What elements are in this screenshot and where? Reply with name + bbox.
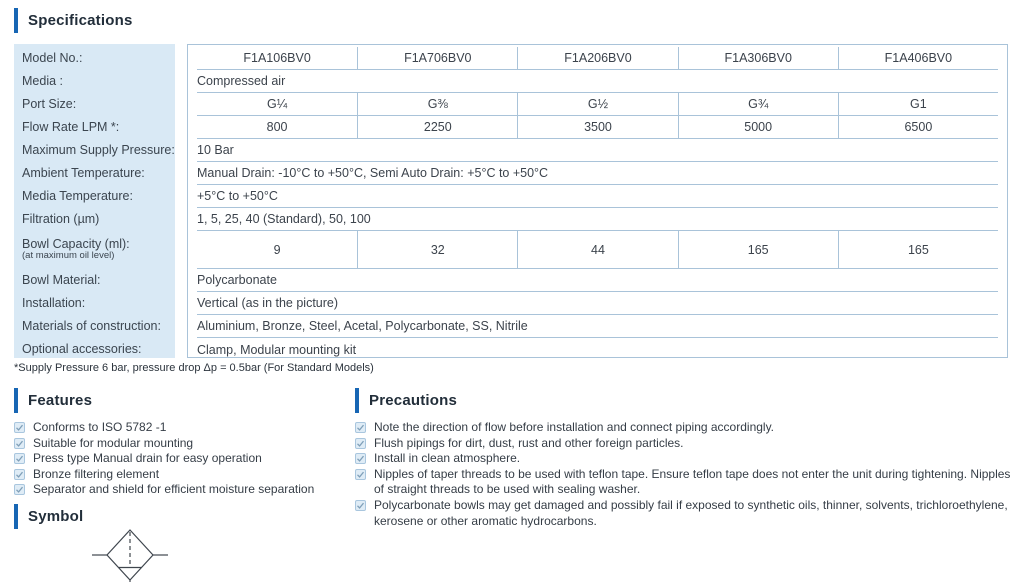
spec-row-max-supply-pressure: 10 Bar (197, 139, 998, 162)
spec-cell: 6500 (838, 116, 998, 138)
spec-cell: G⅜ (357, 93, 517, 115)
table-footnote: *Supply Pressure 6 bar, pressure drop Δp = 0.5bar (For Standard Models) (14, 362, 374, 374)
checkbox-icon (14, 422, 25, 433)
spec-row-label: Installation: (22, 295, 86, 310)
spec-row-optional-accessories: Clamp, Modular mounting kit (197, 342, 357, 357)
list-item: Press type Manual drain for easy operation (14, 451, 349, 467)
spec-row-flow-rate (197, 116, 998, 139)
spec-row-label: Materials of construction: (22, 318, 161, 333)
list-item: Nipples of taper threads to be used with teflon tape. Ensure teflon tape does not enter the unit during tightening. Nipples of straight threads to be used with sealing washer. (355, 467, 1015, 498)
accent-bar (355, 388, 359, 413)
list-item: Separator and shield for efficient moisture separation (14, 482, 349, 498)
spec-row-label: Optional accessories: (22, 341, 142, 356)
spec-cell: 165 (838, 231, 998, 268)
checkbox-icon (355, 500, 366, 511)
spec-cell: 3500 (517, 116, 677, 138)
spec-table-label-column (14, 44, 175, 358)
spec-cell: 44 (517, 231, 677, 268)
precautions-list (355, 420, 1015, 529)
spec-cell: G½ (517, 93, 677, 115)
precautions-section-header (355, 388, 457, 413)
spec-row-port-size (197, 93, 998, 116)
section-title: Symbol (28, 508, 84, 525)
list-item: Note the direction of flow before installation and connect piping accordingly. (355, 420, 1015, 436)
checkbox-icon (14, 453, 25, 464)
spec-cell: 32 (357, 231, 517, 268)
spec-cell: F1A106BV0 (243, 51, 311, 65)
checkbox-icon (355, 469, 366, 480)
spec-cell: G¾ (678, 93, 838, 115)
spec-row-label: Filtration (µm) (22, 211, 100, 226)
spec-table-values (187, 44, 1008, 358)
spec-row-model-no (197, 47, 998, 70)
spec-cell: F1A306BV0 (678, 47, 838, 69)
spec-cell: G¼ (267, 97, 288, 111)
list-item: Bronze filtering element (14, 467, 349, 483)
spec-row-media: Compressed air (197, 70, 998, 93)
spec-cell: 165 (678, 231, 838, 268)
spec-cell: 800 (266, 120, 288, 134)
spec-row-label: Media : (22, 73, 63, 88)
checkbox-icon (355, 438, 366, 449)
list-item: Suitable for modular mounting (14, 436, 349, 452)
spec-row-sublabel: (at maximum oil level) (22, 250, 115, 261)
pneumatic-filter-symbol-icon (90, 527, 170, 582)
checkbox-icon (14, 438, 25, 449)
spec-cell: F1A706BV0 (357, 47, 517, 69)
features-section-header (14, 388, 92, 413)
spec-row-materials: Aluminium, Bronze, Steel, Acetal, Polycarbonate, SS, Nitrile (197, 315, 998, 338)
spec-row-installation: Vertical (as in the picture) (197, 292, 998, 315)
spec-row-label: Bowl Capacity (ml): (at maximum oil level) (22, 230, 175, 268)
spec-row-label: Port Size: (22, 96, 77, 111)
spec-row-bowl-material: Polycarbonate (197, 269, 998, 292)
checkbox-icon (355, 453, 366, 464)
checkbox-icon (14, 469, 25, 480)
list-item: Flush pipings for dirt, dust, rust and other foreign particles. (355, 436, 1015, 452)
list-item: Conforms to ISO 5782 -1 (14, 420, 349, 436)
spec-row-label: Flow Rate LPM *: (22, 119, 120, 134)
spec-row-label: Model No.: (22, 50, 83, 65)
checkbox-icon (14, 484, 25, 495)
spec-row-label: Bowl Material: (22, 272, 101, 287)
spec-row-label: Maximum Supply Pressure: (22, 142, 175, 157)
spec-row-media-temperature: +5°C to +50°C (197, 185, 998, 208)
spec-cell: F1A406BV0 (838, 47, 998, 69)
spec-cell: 5000 (678, 116, 838, 138)
spec-cell: 9 (273, 242, 281, 257)
list-item: Install in clean atmosphere. (355, 451, 1015, 467)
checkbox-icon (355, 422, 366, 433)
spec-cell: G1 (838, 93, 998, 115)
accent-bar (14, 504, 18, 529)
features-list (14, 420, 349, 498)
spec-row-filtration: 1, 5, 25, 40 (Standard), 50, 100 (197, 208, 998, 231)
section-title: Precautions (369, 392, 458, 409)
spec-row-ambient-temperature: Manual Drain: -10°C to +50°C, Semi Auto Drain: +5°C to +50°C (197, 162, 998, 185)
section-title: Features (28, 392, 93, 409)
spec-row-label: Ambient Temperature: (22, 165, 145, 180)
accent-bar (14, 8, 18, 33)
spec-row-label: Media Temperature: (22, 188, 133, 203)
specifications-section-header (14, 8, 133, 33)
accent-bar (14, 388, 18, 413)
list-item: Polycarbonate bowls may get damaged and possibly fail if exposed to synthetic oils, thinner, solvents, trichloroethylene, kerosene or other aromatic hydrocarbons. (355, 498, 1015, 529)
spec-cell: F1A206BV0 (517, 47, 677, 69)
spec-cell: 2250 (357, 116, 517, 138)
section-title: Specifications (28, 12, 133, 29)
spec-row-bowl-capacity (197, 231, 998, 269)
symbol-section-header (14, 504, 83, 529)
